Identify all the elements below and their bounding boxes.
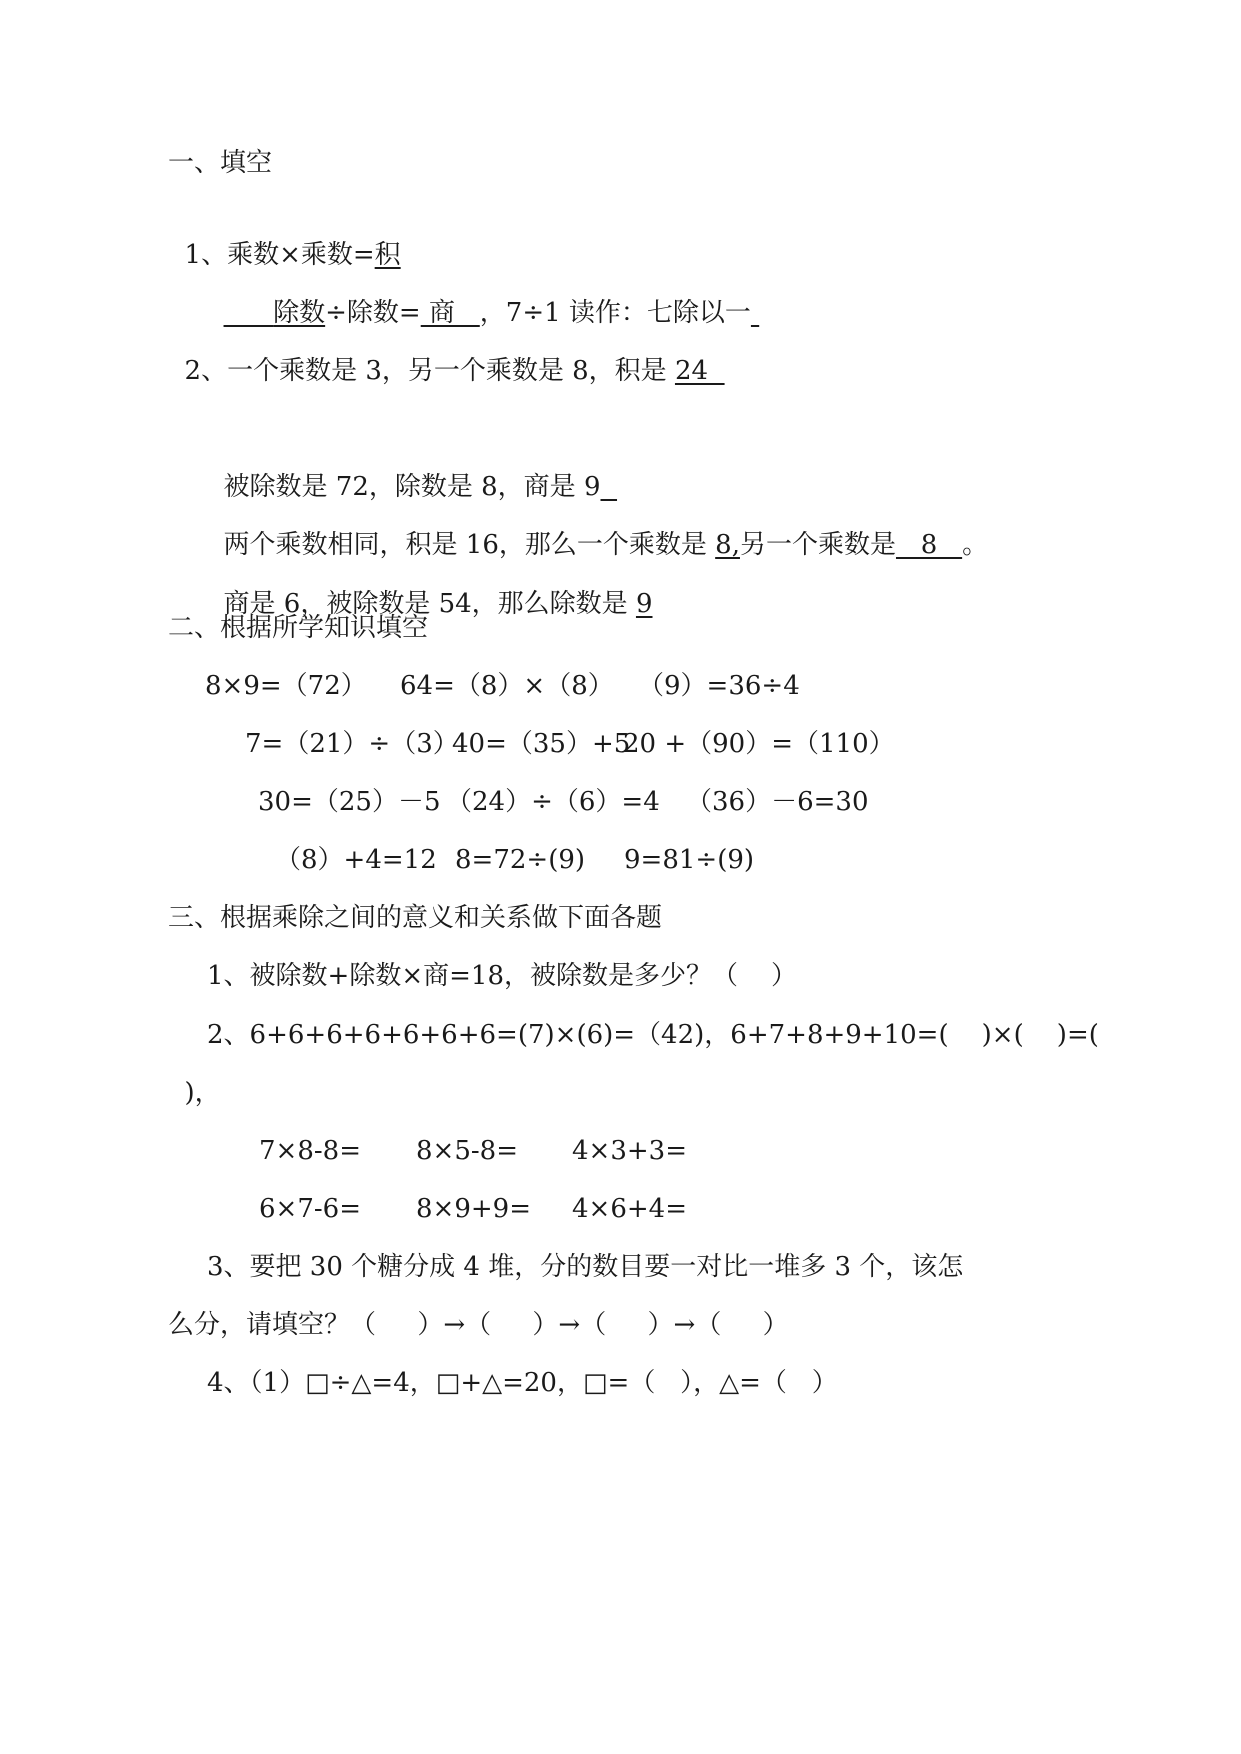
question-2-line-3 xyxy=(207,494,988,562)
calc-r1-c3: 4×3+3= xyxy=(572,1136,687,1166)
s2-row2-item1: 7=（21）÷（3） xyxy=(245,729,459,759)
q2c-text-3: 。 xyxy=(962,530,989,560)
s2-row1-item3: （9）=36÷4 xyxy=(638,671,800,701)
section-1-title: 一、填空 xyxy=(168,148,273,178)
q2-answer: 24 xyxy=(674,356,725,386)
q1b-text-2: ，7÷1 读作：七除以一 xyxy=(479,298,751,328)
s2-row3-item2: （24）÷（6）=4 xyxy=(446,787,660,817)
s2-row3-item1: 30=（25）－5 xyxy=(258,787,441,817)
s2-row1-item2: 64=（8）×（8） xyxy=(400,671,614,701)
calc-r2-c3: 4×6+4= xyxy=(572,1194,687,1224)
q2b-text: 被除数是 72，除数是 8，商是 9 xyxy=(223,472,601,502)
s2-row4-item3: 9=81÷(9) xyxy=(624,845,755,875)
s2-row4-item1: （8）+4=12 xyxy=(275,845,437,875)
calc-r1-c1: 7×8-8= xyxy=(259,1136,361,1166)
q2d-text: 商是 6，被除数是 54，那么除数是 xyxy=(223,589,636,619)
s3-question-3-line-2: 么分，请填空？（ ）→（ ）→（ ）→（ ） xyxy=(168,1310,789,1340)
calc-r1-c2: 8×5-8= xyxy=(416,1136,518,1166)
q2c-answer-2: 8 xyxy=(895,530,963,560)
s2-row2-item2: 40=（35）+5 xyxy=(452,729,631,759)
s3-question-2-cont: )， xyxy=(168,1078,221,1108)
q2c-answer-1: 8, xyxy=(715,530,740,560)
s2-row4-item2: 8=72÷(9) xyxy=(455,845,586,875)
q1b-blank-post xyxy=(751,298,759,328)
q1b-answer-2: 商 xyxy=(420,298,480,328)
q1-answer: 积 xyxy=(374,240,401,270)
q1b-answer-1: 除数 xyxy=(273,298,326,328)
q2d-answer: 9 xyxy=(635,589,653,619)
q2c-text-2: 另一个乘数是 xyxy=(739,530,896,560)
section-2-title: 二、根据所学知识填空 xyxy=(168,613,429,643)
s2-row1-item1: 8×9=（72） xyxy=(205,671,367,701)
s3-question-4: 4、（1）□÷△=4，□+△=20，□=（ ），△=（ ） xyxy=(207,1368,838,1398)
q2-text: 2、一个乘数是 3，另一个乘数是 8，积是 xyxy=(184,356,675,386)
s3-question-3-line-1: 3、要把 30 个糖分成 4 堆，分的数目要一对比一堆多 3 个，该怎 xyxy=(207,1252,964,1282)
question-2-line-1 xyxy=(168,320,725,388)
q1b-text: ÷除数= xyxy=(325,298,421,328)
calc-r2-c2: 8×9+9= xyxy=(416,1194,531,1224)
q1-text: 1、乘数×乘数= xyxy=(184,240,375,270)
s2-row2-item3: 20 +（90）=（110） xyxy=(623,729,895,759)
q2c-text: 两个乘数相同，积是 16，那么一个乘数是 xyxy=(223,530,716,560)
calc-r2-c1: 6×7-6= xyxy=(259,1194,361,1224)
section-3-title: 三、根据乘除之间的意义和关系做下面各题 xyxy=(168,903,663,933)
s3-question-2: 2、6+6+6+6+6+6+6=(7)×(6)=（42)，6+7+8+9+10=( )×( )=( xyxy=(207,1020,1099,1050)
s2-row3-item3: （36）－6=30 xyxy=(686,787,869,817)
s3-question-1: 1、被除数+除数×商=18，被除数是多少？（ ） xyxy=(207,961,798,991)
